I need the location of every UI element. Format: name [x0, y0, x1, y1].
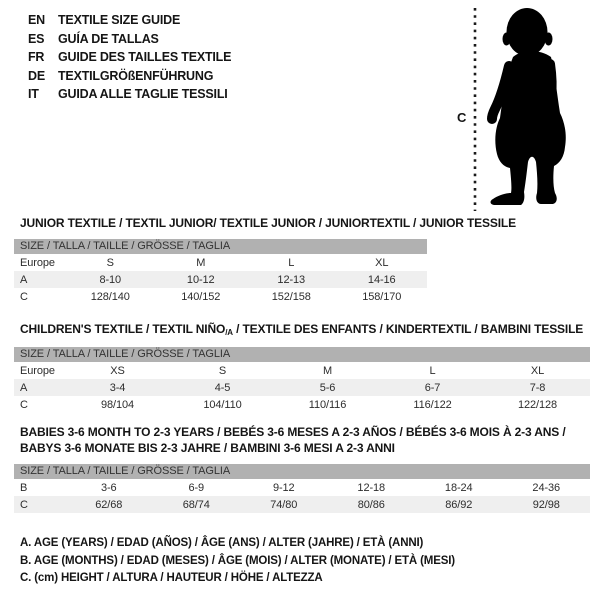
legend-line: B. AGE (MONTHS) / EDAD (MESES) / ÂGE (MOIS) / ALTER (MONATE) / ETÀ (MESI) — [20, 554, 455, 567]
size-cell: 9-12 — [272, 481, 295, 494]
row-label: C — [20, 498, 28, 511]
title-line — [20, 215, 516, 231]
size-cell: 3-6 — [100, 481, 117, 494]
title-text: CHILDREN'S TEXTILE / TEXTIL NIÑO — [20, 322, 226, 336]
size-cell: M — [322, 364, 333, 377]
size-cell: 116/122 — [413, 398, 452, 411]
table-row — [14, 362, 590, 379]
size-cell: 14-16 — [367, 273, 396, 286]
junior-table-title — [20, 215, 516, 231]
size-cell: XS — [110, 364, 125, 377]
title-text: JUNIOR TEXTILE / TEXTIL JUNIOR/ TEXTILE JUNIOR / JUNIORTEXTIL / JUNIOR TESSILE — [20, 216, 516, 230]
size-cell: 158/170 — [362, 290, 402, 303]
size-cell: 4-5 — [214, 381, 231, 394]
row-label: Europe — [20, 364, 55, 377]
baby-silhouette-icon — [491, 8, 566, 205]
babies-size-table — [14, 464, 590, 513]
size-cell: 8-10 — [99, 273, 122, 286]
title-line — [20, 321, 583, 341]
size-cell: XL — [375, 256, 389, 269]
row-label: C — [20, 290, 28, 303]
size-cell: 68/74 — [182, 498, 210, 511]
language-code: EN — [28, 13, 45, 28]
row-label: A — [20, 273, 28, 286]
size-bar-header: SIZE / TALLA / TAILLE / GRÖSSE / TAGLIA — [14, 347, 590, 362]
size-grid — [14, 254, 427, 305]
size-cell: 80/86 — [357, 498, 385, 511]
children-table-title — [20, 321, 583, 341]
row-label: A — [20, 381, 28, 394]
language-header — [28, 11, 231, 104]
size-cell: 12-18 — [357, 481, 386, 494]
size-cell: 6-9 — [188, 481, 205, 494]
row-label: B — [20, 481, 28, 494]
table-row — [14, 496, 590, 513]
language-code: FR — [28, 50, 45, 65]
row-label: Europe — [20, 256, 55, 269]
baby-height-figure — [450, 0, 600, 215]
size-cell: 86/92 — [445, 498, 473, 511]
size-cell: L — [288, 256, 295, 269]
table-row — [14, 254, 427, 271]
table-row — [14, 271, 427, 288]
size-cell: 122/128 — [517, 398, 558, 411]
language-row — [28, 48, 231, 67]
size-cell: 128/140 — [90, 290, 130, 303]
language-row — [28, 85, 231, 104]
legend-line: A. AGE (YEARS) / EDAD (AÑOS) / ÂGE (ANS) / ALTER (JAHRE) / ETÀ (ANNI) — [20, 537, 424, 549]
size-cell: 92/98 — [532, 498, 560, 511]
language-code: ES — [28, 31, 45, 46]
size-cell: M — [196, 256, 206, 269]
title-subscript: /A — [225, 328, 233, 337]
size-cell: S — [106, 256, 114, 269]
height-label: C — [457, 110, 467, 125]
size-grid — [14, 479, 590, 513]
size-cell: 104/110 — [203, 398, 242, 411]
size-cell: 24-36 — [532, 481, 561, 494]
size-cell: 62/68 — [95, 498, 123, 511]
language-row — [28, 67, 231, 86]
size-cell: 18-24 — [444, 481, 473, 494]
title-text: / TEXTILE DES ENFANTS / KINDERTEXTIL / BAMBINI TESSILE — [232, 322, 584, 336]
language-row — [28, 11, 231, 30]
size-cell: 6-7 — [424, 381, 441, 394]
legend — [20, 535, 455, 588]
size-cell: 7-8 — [529, 381, 546, 394]
size-cell: XL — [530, 364, 545, 377]
size-cell: 10-12 — [186, 273, 215, 286]
size-cell: 3-4 — [109, 381, 126, 394]
size-bar-header: SIZE / TALLA / TAILLE / GRÖSSE / TAGLIA — [14, 464, 590, 479]
size-cell: 152/158 — [271, 290, 311, 303]
legend-line: C. (cm) HEIGHT / ALTURA / HAUTEUR / HÖHE / ALTEZZA — [20, 572, 323, 584]
table-row — [14, 379, 590, 396]
size-cell: 98/104 — [100, 398, 135, 411]
language-row — [28, 30, 231, 49]
table-row — [14, 479, 590, 496]
language-label: TEXTILGRÖßENFÜHRUNG — [58, 68, 214, 83]
row-label: C — [20, 398, 28, 411]
language-label: GUÍA DE TALLAS — [58, 31, 159, 46]
junior-size-table — [14, 239, 427, 305]
language-label: GUIDA ALLE TAGLIE TESSILI — [58, 87, 228, 102]
size-cell: 5-6 — [319, 381, 336, 394]
children-size-table — [14, 347, 590, 413]
language-label: TEXTILE SIZE GUIDE — [58, 13, 181, 28]
language-code: DE — [28, 68, 45, 83]
table-row — [14, 288, 427, 305]
size-cell: 12-13 — [277, 273, 306, 286]
title-text: BABIES 3-6 MONTH TO 2-3 YEARS / BEBÉS 3-6 MESES A 2-3 AÑOS / BÉBÉS 3-6 MOIS À 2-3 ANS / — [20, 425, 566, 439]
title-text: BABYS 3-6 MONATE BIS 2-3 JAHRE / BAMBINI 3-6 MESI A 2-3 ANNI — [20, 441, 395, 455]
size-cell: 74/80 — [270, 498, 298, 511]
title-line — [20, 440, 566, 456]
language-code: IT — [28, 87, 39, 102]
size-cell: S — [218, 364, 227, 377]
language-label: GUIDE DES TAILLES TEXTILE — [58, 50, 232, 65]
title-line — [20, 424, 566, 440]
size-grid — [14, 362, 590, 413]
babies-table-title — [20, 424, 566, 456]
size-cell: 110/116 — [308, 398, 347, 411]
size-cell: L — [429, 364, 436, 377]
size-bar-header: SIZE / TALLA / TAILLE / GRÖSSE / TAGLIA — [14, 239, 427, 254]
table-row — [14, 396, 590, 413]
size-cell: 140/152 — [181, 290, 221, 303]
